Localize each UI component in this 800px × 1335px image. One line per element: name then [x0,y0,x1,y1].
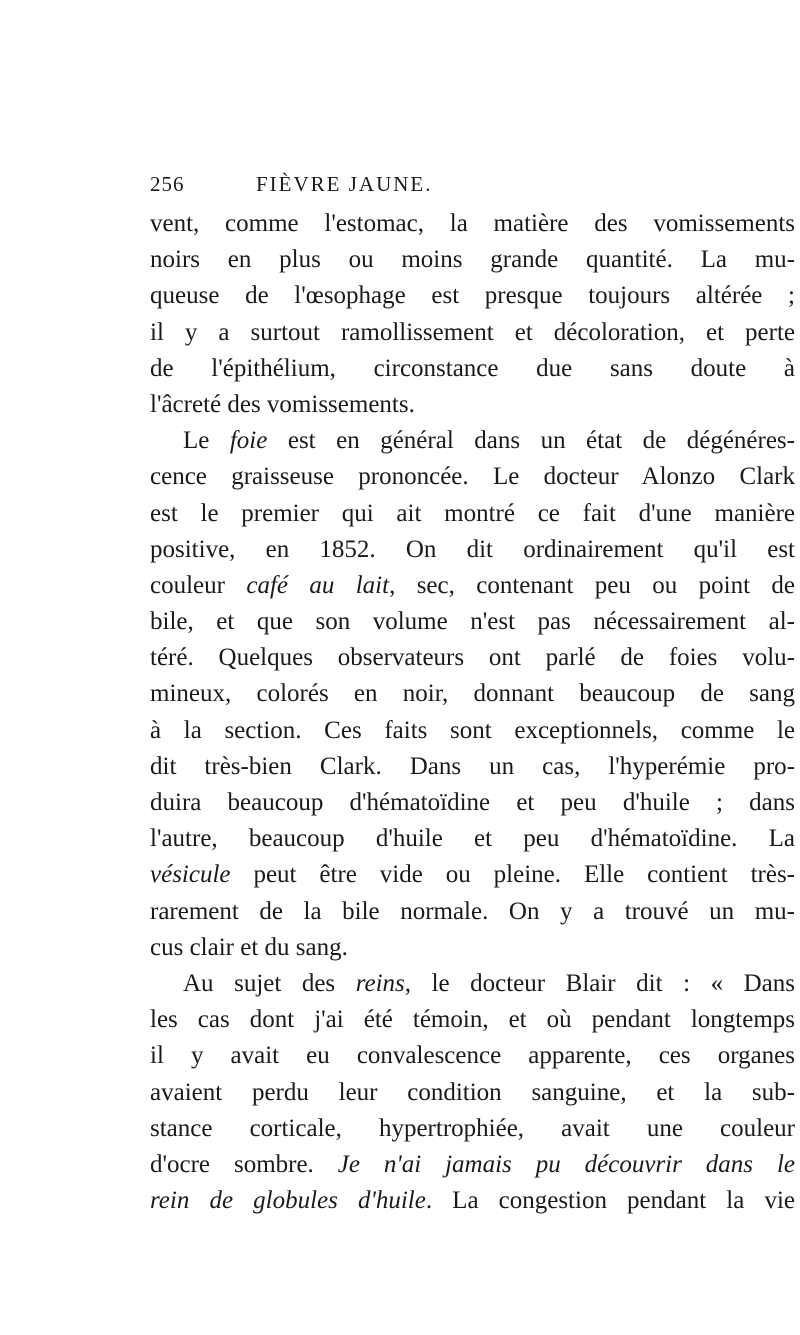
text-line: il y a surtout ramollissement et décoloration, et perte [150,318,795,346]
body-text [150,206,795,1219]
text-line: à la section. Ces faits sont exceptionnels, comme le [150,716,795,744]
page-number: 256 [150,172,185,196]
text-line: cence graisseuse prononcée. Le docteur Alonzo Clark [150,463,795,491]
text-line: dit très-bien Clark. Dans un cas, l'hyperémie pro- [150,752,795,780]
text-line: positive, en 1852. On dit ordinairement qu'il est [150,535,795,563]
text-line: téré. Quelques observateurs ont parlé de foies volu- [150,644,795,672]
text-line: de l'épithélium, circonstance due sans doute à [150,354,795,382]
text-line: rein de globules d'huile. La congestion pendant la vie [150,1187,795,1215]
page-header [150,172,710,202]
text-line: avaient perdu leur condition sanguine, et la sub- [150,1078,795,1106]
text-line: noirs en plus ou moins grande quantité. La mu- [150,246,795,274]
text-line: cus clair et du sang. [150,933,348,961]
text-line: duira beaucoup d'hématoïdine et peu d'huile ; dans [150,789,795,816]
text-line: d'ocre sombre. Je n'ai jamais pu découvrir dans le [150,1150,795,1178]
text-line: l'autre, beaucoup d'huile et peu d'hématoïdine. La [150,825,795,853]
text-line: les cas dont j'ai été témoin, et où pendant longtemps [150,1006,795,1034]
text-line: Au sujet des reins, le docteur Blair dit : « Dans [183,969,795,997]
text-line: Le foie est en général dans un état de dégénéres- [183,427,795,455]
text-line: vésicule peut être vide ou pleine. Elle contient très- [150,861,795,889]
text-line: stance corticale, hypertrophiée, avait une couleur [150,1114,795,1142]
text-line: vent, comme l'estomac, la matière des vomissements [150,210,795,237]
text-line: queuse de l'œsophage est presque toujours altérée ; [150,282,795,310]
text-line: couleur café au lait, sec, contenant peu ou point de [150,571,796,599]
text-line: il y avait eu convalescence apparente, ces organes [150,1042,795,1070]
text-line: est le premier qui ait montré ce fait d'une manière [150,499,795,527]
running-title: FIÈVRE JAUNE. [256,172,433,196]
text-line: mineux, colorés en noir, donnant beaucoup de sang [150,680,795,708]
text-line: l'âcreté des vomissements. [150,390,415,418]
text-line: bile, et que son volume n'est pas nécessairement al- [150,608,795,636]
text-line: rarement de la bile normale. On y a trouvé un mu- [150,897,795,925]
